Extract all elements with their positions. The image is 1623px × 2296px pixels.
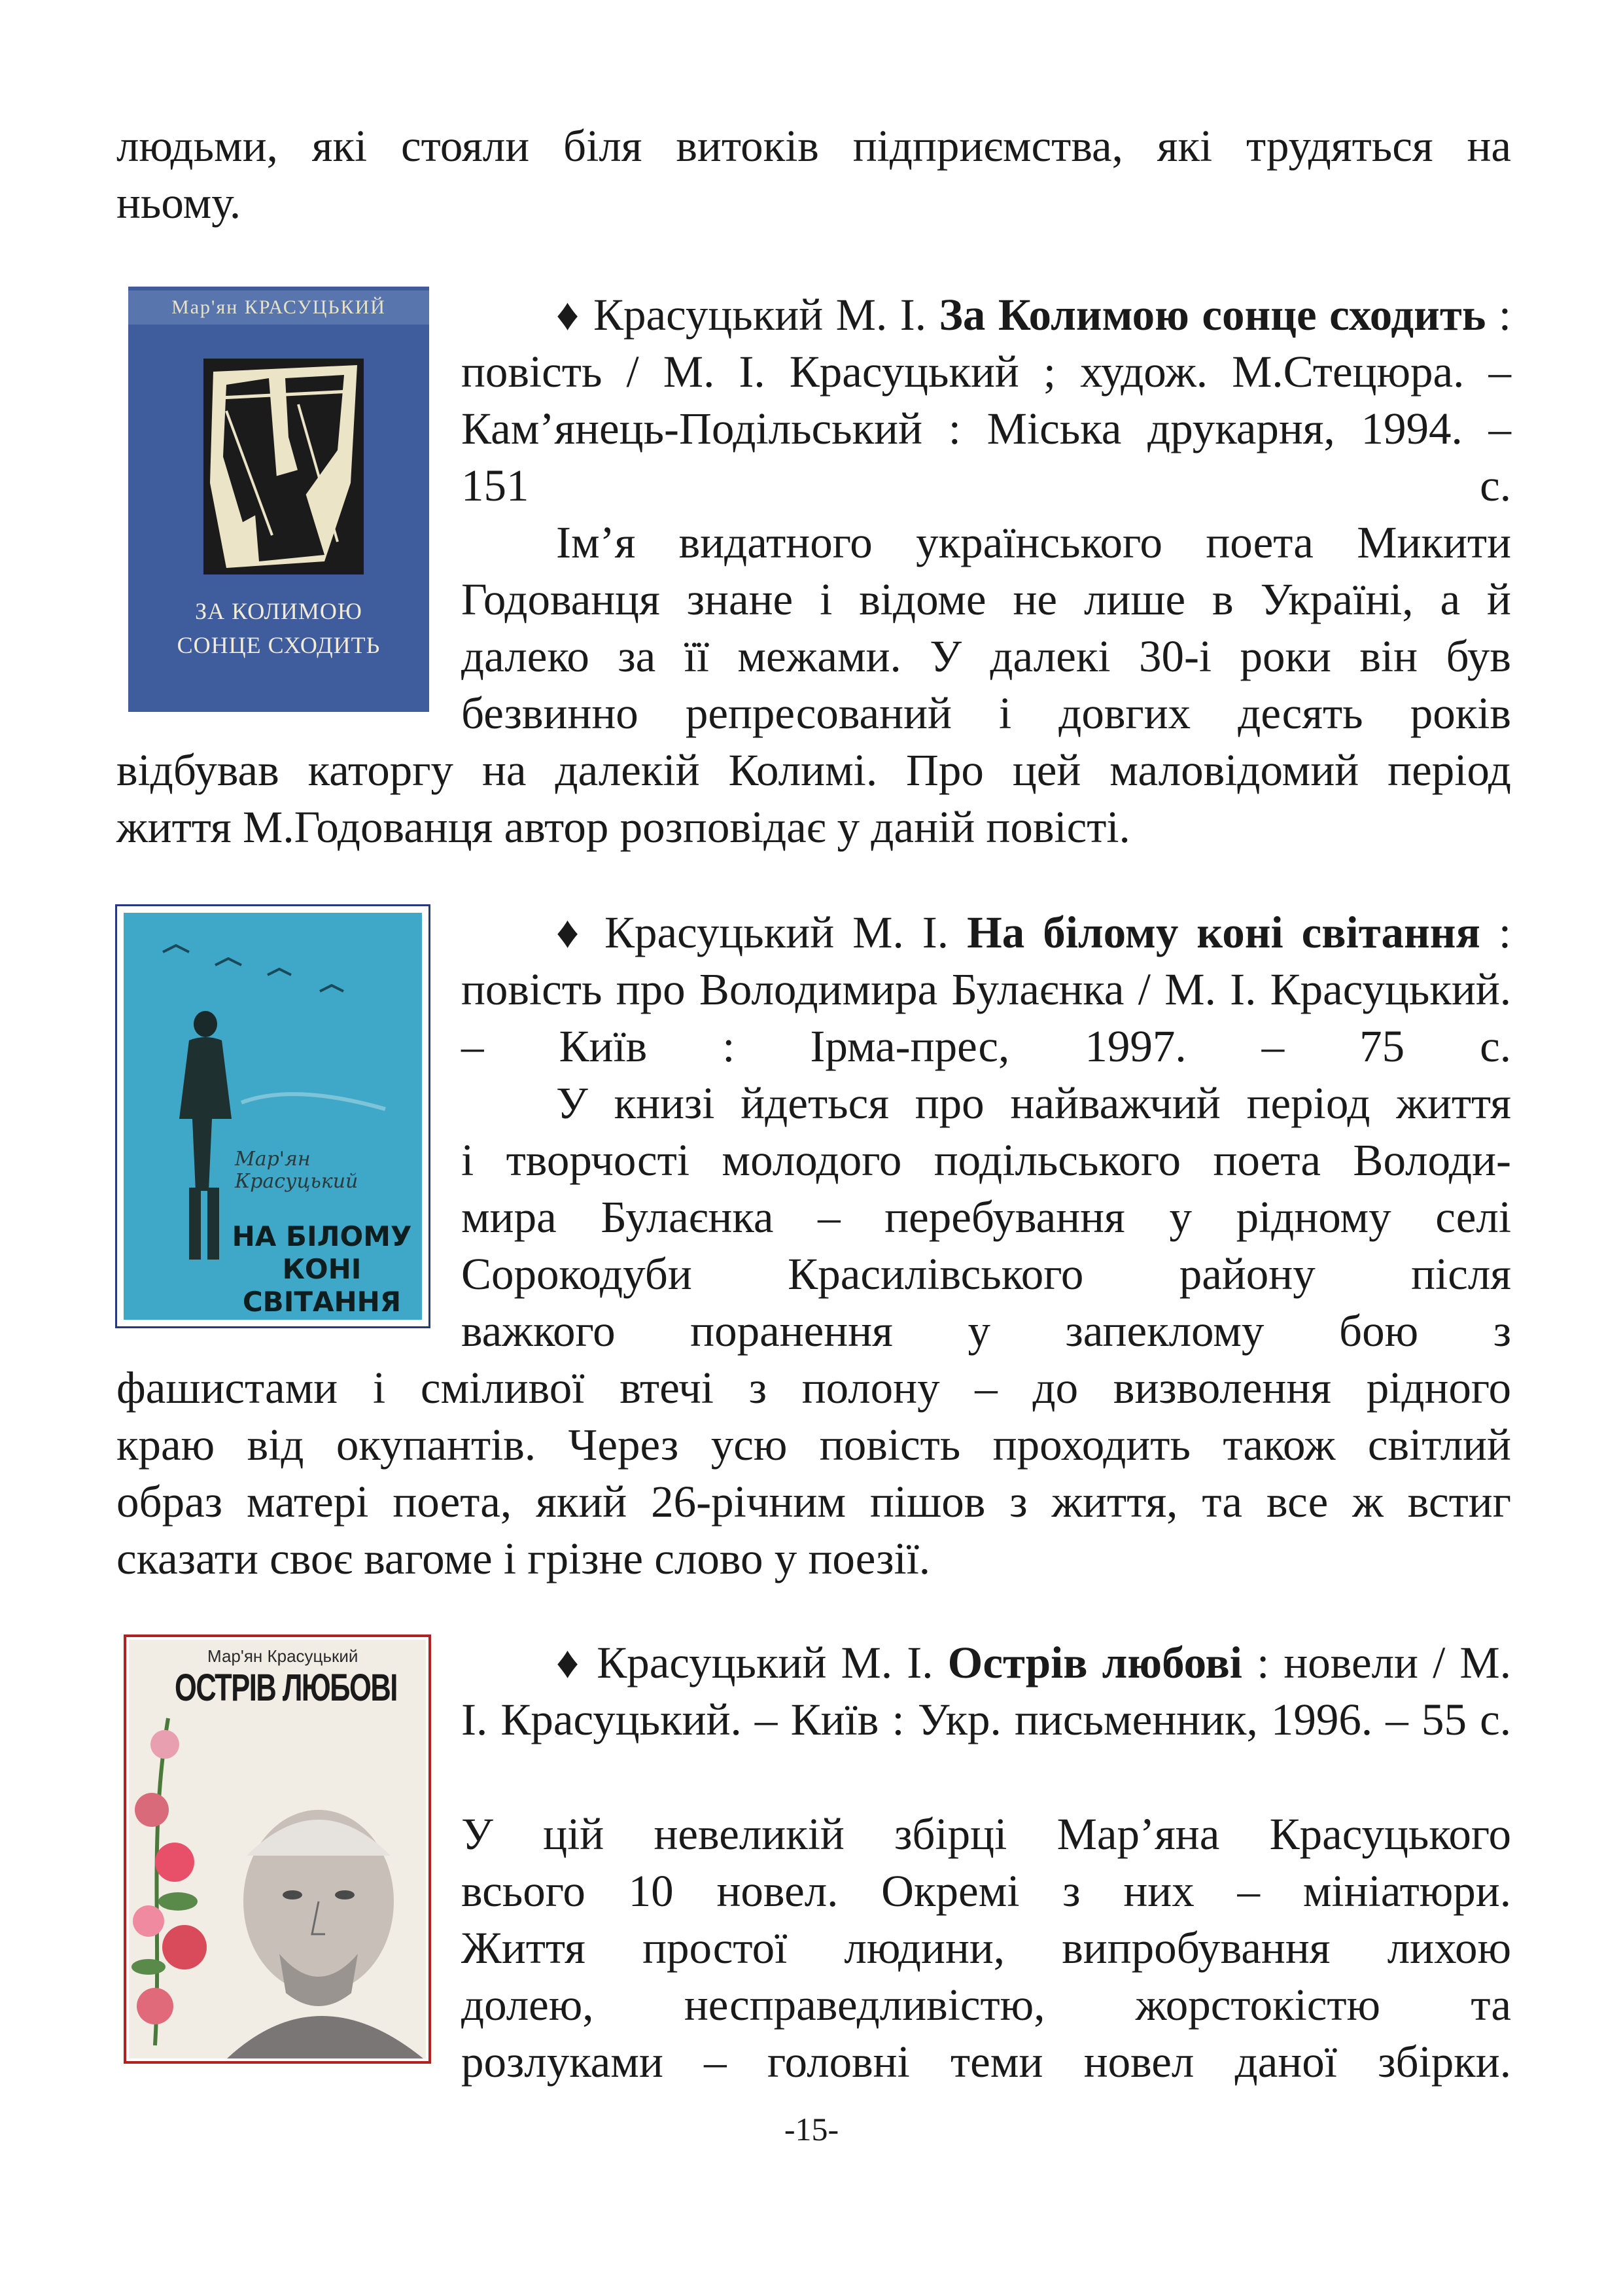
text-line: У книзі йдеться про найважчий період життя: [556, 1078, 1511, 1128]
text-line: далеко за її межами. У далекі 30-і роки він був: [461, 631, 1511, 681]
cover-title-line: СОНЦЕ СХОДИТЬ: [177, 632, 381, 658]
citation-details: : повість про Володимира Булаєнка / М. І. Красуцький. – Київ : Ірма-прес, 1997. – 75 с.: [461, 908, 1511, 1071]
cover-author: Мар'ян Красуцький: [207, 1646, 358, 1666]
bibliographic-entry: [461, 1634, 1511, 1748]
cover-author-line: Красуцький: [235, 1170, 358, 1193]
text-line: ньому.: [116, 178, 241, 228]
text-line: мира Булаєнка – перебування у рідному селі: [461, 1192, 1511, 1242]
text-line: образ матері поета, який 26-річним пішов з життя, та все ж встиг: [116, 1477, 1511, 1527]
book-title: За Колимою сонце сходить: [939, 290, 1486, 340]
cover-author-line: Мар'ян: [235, 1148, 311, 1171]
book-title: Острів любові: [947, 1638, 1242, 1687]
text-line: всього 10 новел. Окремі з них – мініатюри.: [461, 1866, 1511, 1916]
bibliographic-entry: [461, 904, 1511, 1075]
cover-title: [128, 594, 429, 662]
cover-title: ОСТРІВ ЛЮБОВІ: [175, 1667, 397, 1709]
text-line: людьми, які стояли біля витоків підприємства, які трудяться на: [116, 121, 1511, 171]
citation-author: Красуцький М. І.: [597, 1638, 934, 1687]
book-cover-image: [115, 904, 430, 1328]
text-line: життя М.Годованця автор розповідає у даній повісті.: [116, 802, 1130, 852]
annotation-paragraph-continued: [116, 1360, 1511, 1587]
citation-author: Красуцький М. І.: [593, 290, 926, 340]
annotation-paragraph: [461, 514, 1511, 742]
citation-details: : новели / М. І. Красуцький. – Київ : Укр. письменник, 1996. – 55 с.: [461, 1638, 1512, 1744]
text-line: розлуками – головні теми новел даної збірки.: [461, 2037, 1511, 2087]
page-number: -15-: [784, 2111, 839, 2147]
bullet-icon: ♦: [556, 290, 581, 340]
book-title: На білому коні світання: [967, 908, 1480, 957]
cover-author: [235, 1148, 358, 1193]
intro-paragraph: [116, 118, 1511, 232]
text-line: краю від окупантів. Через усю повість проходить також світлий: [116, 1420, 1511, 1470]
annotation-paragraph: [461, 1806, 1511, 2091]
text-line: відбував каторгу на далекій Колимі. Про цей маловідомий період: [116, 745, 1511, 795]
book-cover-image: [128, 287, 429, 712]
text-line: Годованця знане і відоме не лише в Україні, а й: [461, 574, 1511, 624]
book-cover-image: [124, 1634, 431, 2064]
text-line: безвинно репресований і довгих десять років: [461, 688, 1511, 738]
cover-author: Мар'ян КРАСУЦЬКИЙ: [128, 291, 429, 325]
bibliographic-entry: [461, 287, 1511, 514]
text-line: Сорокодуби Красилівського району після: [461, 1249, 1511, 1299]
annotation-paragraph-continued: [116, 742, 1511, 856]
cover-title-line: НА БІЛОМУ: [232, 1220, 412, 1252]
citation-author: Красуцький М. І.: [604, 908, 949, 957]
cover-background: [124, 913, 422, 1320]
text-line: і творчості молодого подільського поета Володи-: [461, 1135, 1511, 1185]
text-line: сказати своє вагоме і грізне слово у поезії.: [116, 1534, 931, 1583]
text-line: фашистами і сміливої втечі з полону – до визволення рідного: [116, 1363, 1511, 1413]
annotation-paragraph: [461, 1075, 1511, 1360]
cover-background: [129, 1640, 426, 2058]
cover-title: [222, 1220, 422, 1318]
cover-title-line: ЗА КОЛИМОЮ: [195, 598, 362, 624]
cover-title-line: КОНІ СВІТАННЯ: [242, 1253, 402, 1318]
bullet-icon: ♦: [556, 908, 586, 957]
text-line: Ім’я видатного українського поета Микити: [556, 518, 1511, 567]
bullet-icon: ♦: [556, 1638, 583, 1687]
text-line: важкого поранення у запеклому бою з: [461, 1306, 1511, 1356]
text-line: У цій невеликій збірці Мар’яна Красуцького: [461, 1809, 1511, 1859]
text-line: Життя простої людини, випробування лихою: [461, 1923, 1511, 1973]
citation-details: : повість / М. І. Красуцький ; худож. М.Стецюра. – Кам’янець-Подільський : Міська друкарня, 1994. – 151 с.: [461, 290, 1511, 510]
text-line: долею, несправедливістю, жорстокістю та: [461, 1980, 1511, 2030]
